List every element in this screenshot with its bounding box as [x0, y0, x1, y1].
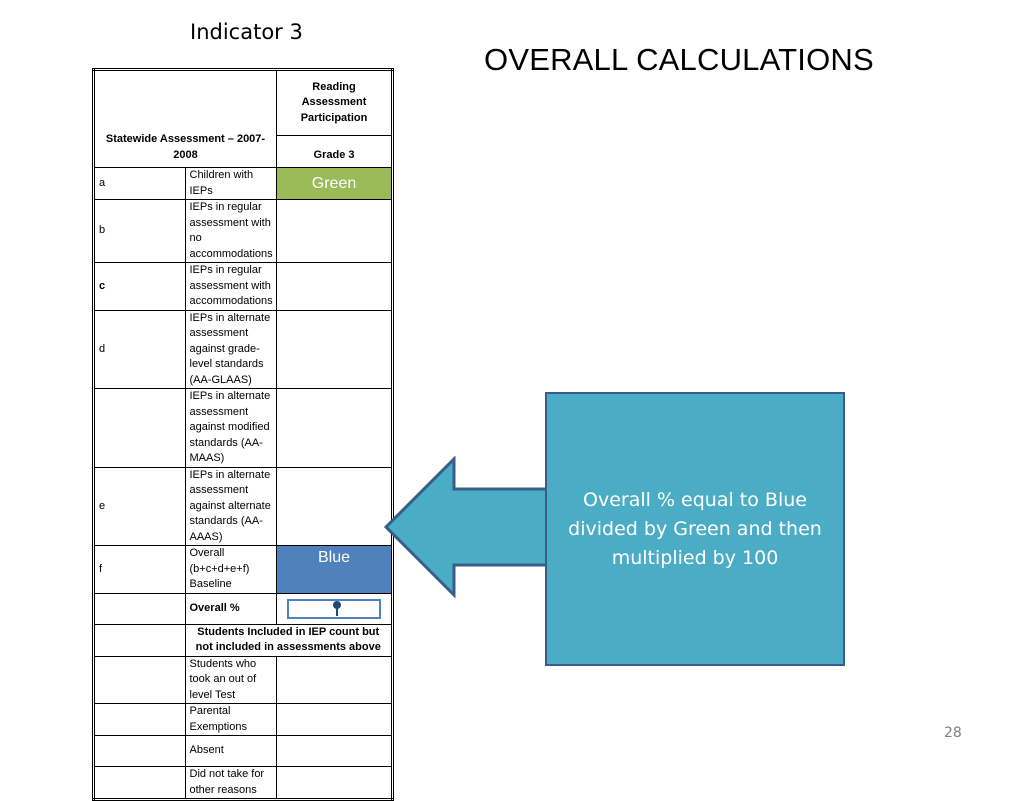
pin-icon [333, 601, 341, 609]
table-row [94, 656, 393, 704]
grade-header: Grade 3 [277, 136, 393, 168]
overall-percent-cell [277, 593, 393, 624]
section-title: Students Included in IEP count but not included in assessments above [185, 624, 393, 656]
table-header-row [94, 70, 393, 136]
row-letter: d [94, 310, 186, 389]
row-label: Students who took an out of level Test [185, 656, 277, 704]
row-label: Did not take for other reasons [185, 767, 277, 800]
participation-table [92, 68, 394, 801]
page-number: 28 [944, 725, 962, 741]
row-letter: b [94, 200, 186, 263]
row-label: Absent [185, 736, 277, 767]
assessment-header: Statewide Assessment – 2007-2008 [94, 70, 277, 168]
table-row [94, 736, 393, 767]
row-label: IEPs in alternate assessment against grade-level standards (AA-GLAAS) [185, 310, 277, 389]
table-row [94, 546, 393, 594]
row-label: Parental Exemptions [185, 704, 277, 736]
row-label: Overall (b+c+d+e+f) Baseline [185, 546, 277, 594]
row-label: IEPs in alternate assessment against alternate standards (AA-AAAS) [185, 467, 277, 546]
left-arrow-icon [384, 456, 550, 598]
row-letter: c [94, 263, 186, 311]
callout-text: Overall % equal to Blue divided by Green and then multiplied by 100 [568, 488, 822, 569]
table-row [94, 310, 393, 389]
row-value [277, 200, 393, 263]
row-letter: f [94, 546, 186, 594]
row-label: IEPs in regular assessment with accommodations [185, 263, 277, 311]
blue-value-cell: Blue [277, 546, 393, 594]
column-title: Reading Assessment Participation [277, 70, 393, 136]
table-row [94, 263, 393, 311]
formula-callout [545, 392, 845, 666]
row-label: Children with IEPs [185, 168, 277, 200]
table-row [94, 389, 393, 468]
row-value [277, 263, 393, 311]
row-letter [94, 389, 186, 468]
overall-percent-box [287, 599, 381, 619]
row-value [277, 310, 393, 389]
row-label: IEPs in alternate assessment against modified standards (AA-MAAS) [185, 389, 277, 468]
table-row [94, 767, 393, 800]
section-row [94, 624, 393, 656]
row-value [277, 389, 393, 468]
slide-title: OVERALL CALCULATIONS [484, 42, 874, 77]
overall-row [94, 593, 393, 624]
row-letter: a [94, 168, 186, 200]
row-label: IEPs in regular assessment with no accommodations [185, 200, 277, 263]
green-value-cell: Green [277, 168, 393, 200]
table-row [94, 168, 393, 200]
row-value [277, 467, 393, 546]
table-row [94, 200, 393, 263]
table-row [94, 704, 393, 736]
overall-label: Overall % [185, 593, 277, 624]
row-letter: e [94, 467, 186, 546]
slide-subtitle: Indicator 3 [190, 20, 303, 44]
table-row [94, 467, 393, 546]
